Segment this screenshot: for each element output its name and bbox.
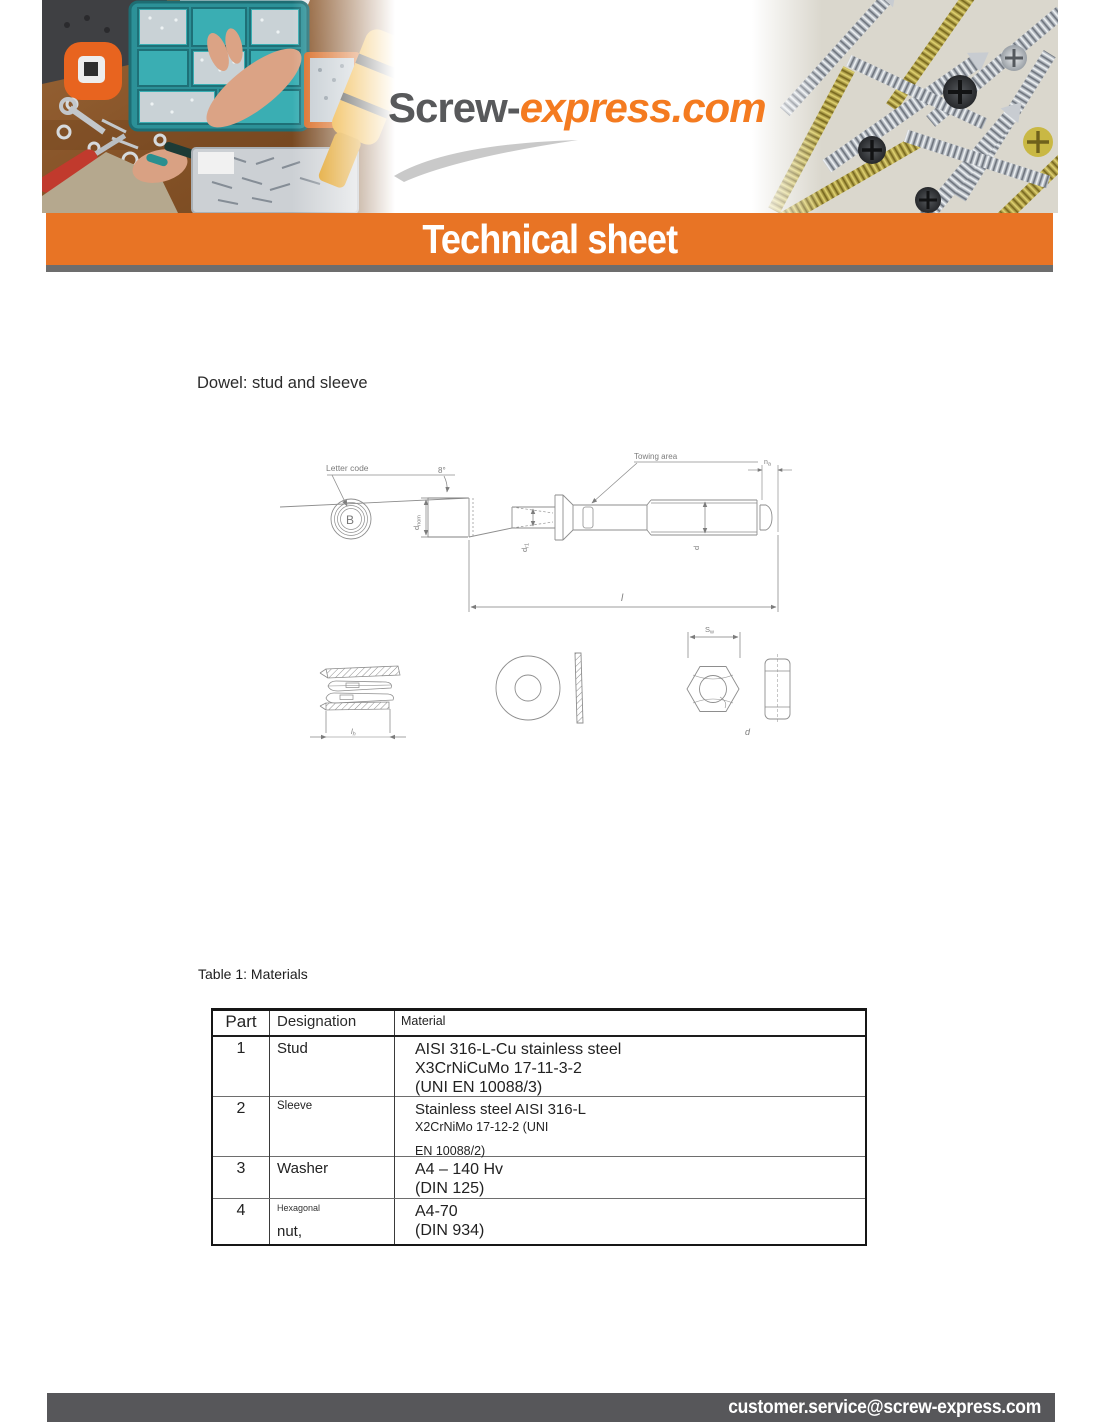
cell-part: 1 — [213, 1037, 270, 1097]
letter-code-view — [327, 475, 455, 539]
letter-code-label: Letter code — [326, 463, 369, 473]
material-line: X3CrNiCuMo 17-11-3-2 — [415, 1060, 582, 1077]
nut-width-dimension — [688, 632, 740, 658]
logo-text-express: express.com — [519, 84, 766, 131]
nut-front-view — [687, 667, 739, 712]
table-row — [213, 1198, 865, 1244]
material-line: X2CrNiMo 17-12-2 (UNI — [415, 1120, 549, 1134]
towing-area-label: Towing area — [634, 452, 678, 461]
cell-part: 4 — [213, 1199, 270, 1244]
dowel-technical-drawing — [280, 440, 800, 760]
cell-material — [395, 1157, 865, 1198]
material-line: (DIN 934) — [415, 1222, 485, 1239]
header-designation: Designation — [270, 1011, 395, 1035]
cell-designation — [270, 1157, 395, 1198]
designation-line: Washer — [277, 1160, 329, 1177]
cell-designation — [270, 1097, 395, 1160]
cell-material — [395, 1037, 865, 1097]
designation-line: Sleeve — [277, 1100, 313, 1112]
length-dimension — [469, 535, 778, 612]
banner-title: Technical sheet — [422, 215, 677, 262]
nut-diameter-label: d — [745, 727, 751, 737]
site-logo — [388, 84, 766, 132]
cell-designation — [270, 1199, 395, 1244]
material-line: A4 – 140 Hv — [415, 1161, 504, 1178]
tip-dimension-label: $n_a$ — [764, 459, 771, 468]
length-label: l — [621, 593, 624, 604]
cell-part: 2 — [213, 1097, 270, 1160]
header-photo-screws — [752, 0, 1058, 213]
material-line: Stainless steel AISI 316-L — [415, 1101, 586, 1118]
designation-line: nut, — [277, 1223, 303, 1240]
footer-email: customer.service@screw-express.com — [728, 1396, 1041, 1418]
dnom-label: $d_{nom}$ — [412, 515, 423, 530]
cell-part: 3 — [213, 1157, 270, 1198]
table-row — [213, 1156, 865, 1198]
table-caption: Table 1: Materials — [198, 966, 308, 982]
cell-material — [395, 1199, 865, 1244]
header-part: Part — [213, 1011, 270, 1035]
nut-width-label: $S_w$ — [705, 625, 714, 636]
dr1-label: $d_{r1}$ — [520, 542, 531, 552]
washer-view — [496, 653, 583, 723]
table-row — [213, 1037, 865, 1096]
thread-diameter-label: d — [692, 545, 701, 550]
section-title: Dowel: stud and sleeve — [197, 374, 368, 392]
screws-photo-art — [752, 0, 1058, 213]
banner-underline-strip — [46, 265, 1053, 272]
cell-material — [395, 1097, 865, 1160]
material-line: A4-70 — [415, 1203, 458, 1220]
tip-dimension — [748, 465, 792, 532]
logo-swoosh — [388, 136, 588, 184]
header-photo-workbench — [42, 0, 395, 213]
letter-code-value: B — [346, 513, 355, 527]
material-line: (DIN 125) — [415, 1180, 485, 1197]
sleeve-length-label: $l_h$ — [351, 727, 356, 738]
technical-sheet-banner — [46, 213, 1053, 265]
workbench-photo-art — [42, 0, 395, 213]
footer-bar — [47, 1393, 1055, 1422]
nut-side-view — [765, 654, 790, 724]
logo-text-screw: Screw- — [388, 84, 520, 131]
material-line: AISI 316-L-Cu stainless steel — [415, 1041, 622, 1058]
towing-area-leader — [592, 462, 758, 503]
material-line: (UNI EN 10088/3) — [415, 1079, 543, 1096]
designation-line: Hexagonal — [277, 1203, 321, 1213]
material-line: EN 10088/2) — [415, 1144, 486, 1158]
cell-designation — [270, 1037, 395, 1097]
table-row — [213, 1096, 865, 1156]
table-header-row — [213, 1011, 865, 1037]
materials-table — [211, 1008, 867, 1246]
header-material: Material — [401, 1014, 446, 1028]
sleeve-view — [320, 666, 400, 733]
taper-angle-leader — [444, 476, 447, 492]
taper-angle-label: 8° — [438, 466, 446, 475]
designation-line: Stud — [277, 1040, 308, 1057]
